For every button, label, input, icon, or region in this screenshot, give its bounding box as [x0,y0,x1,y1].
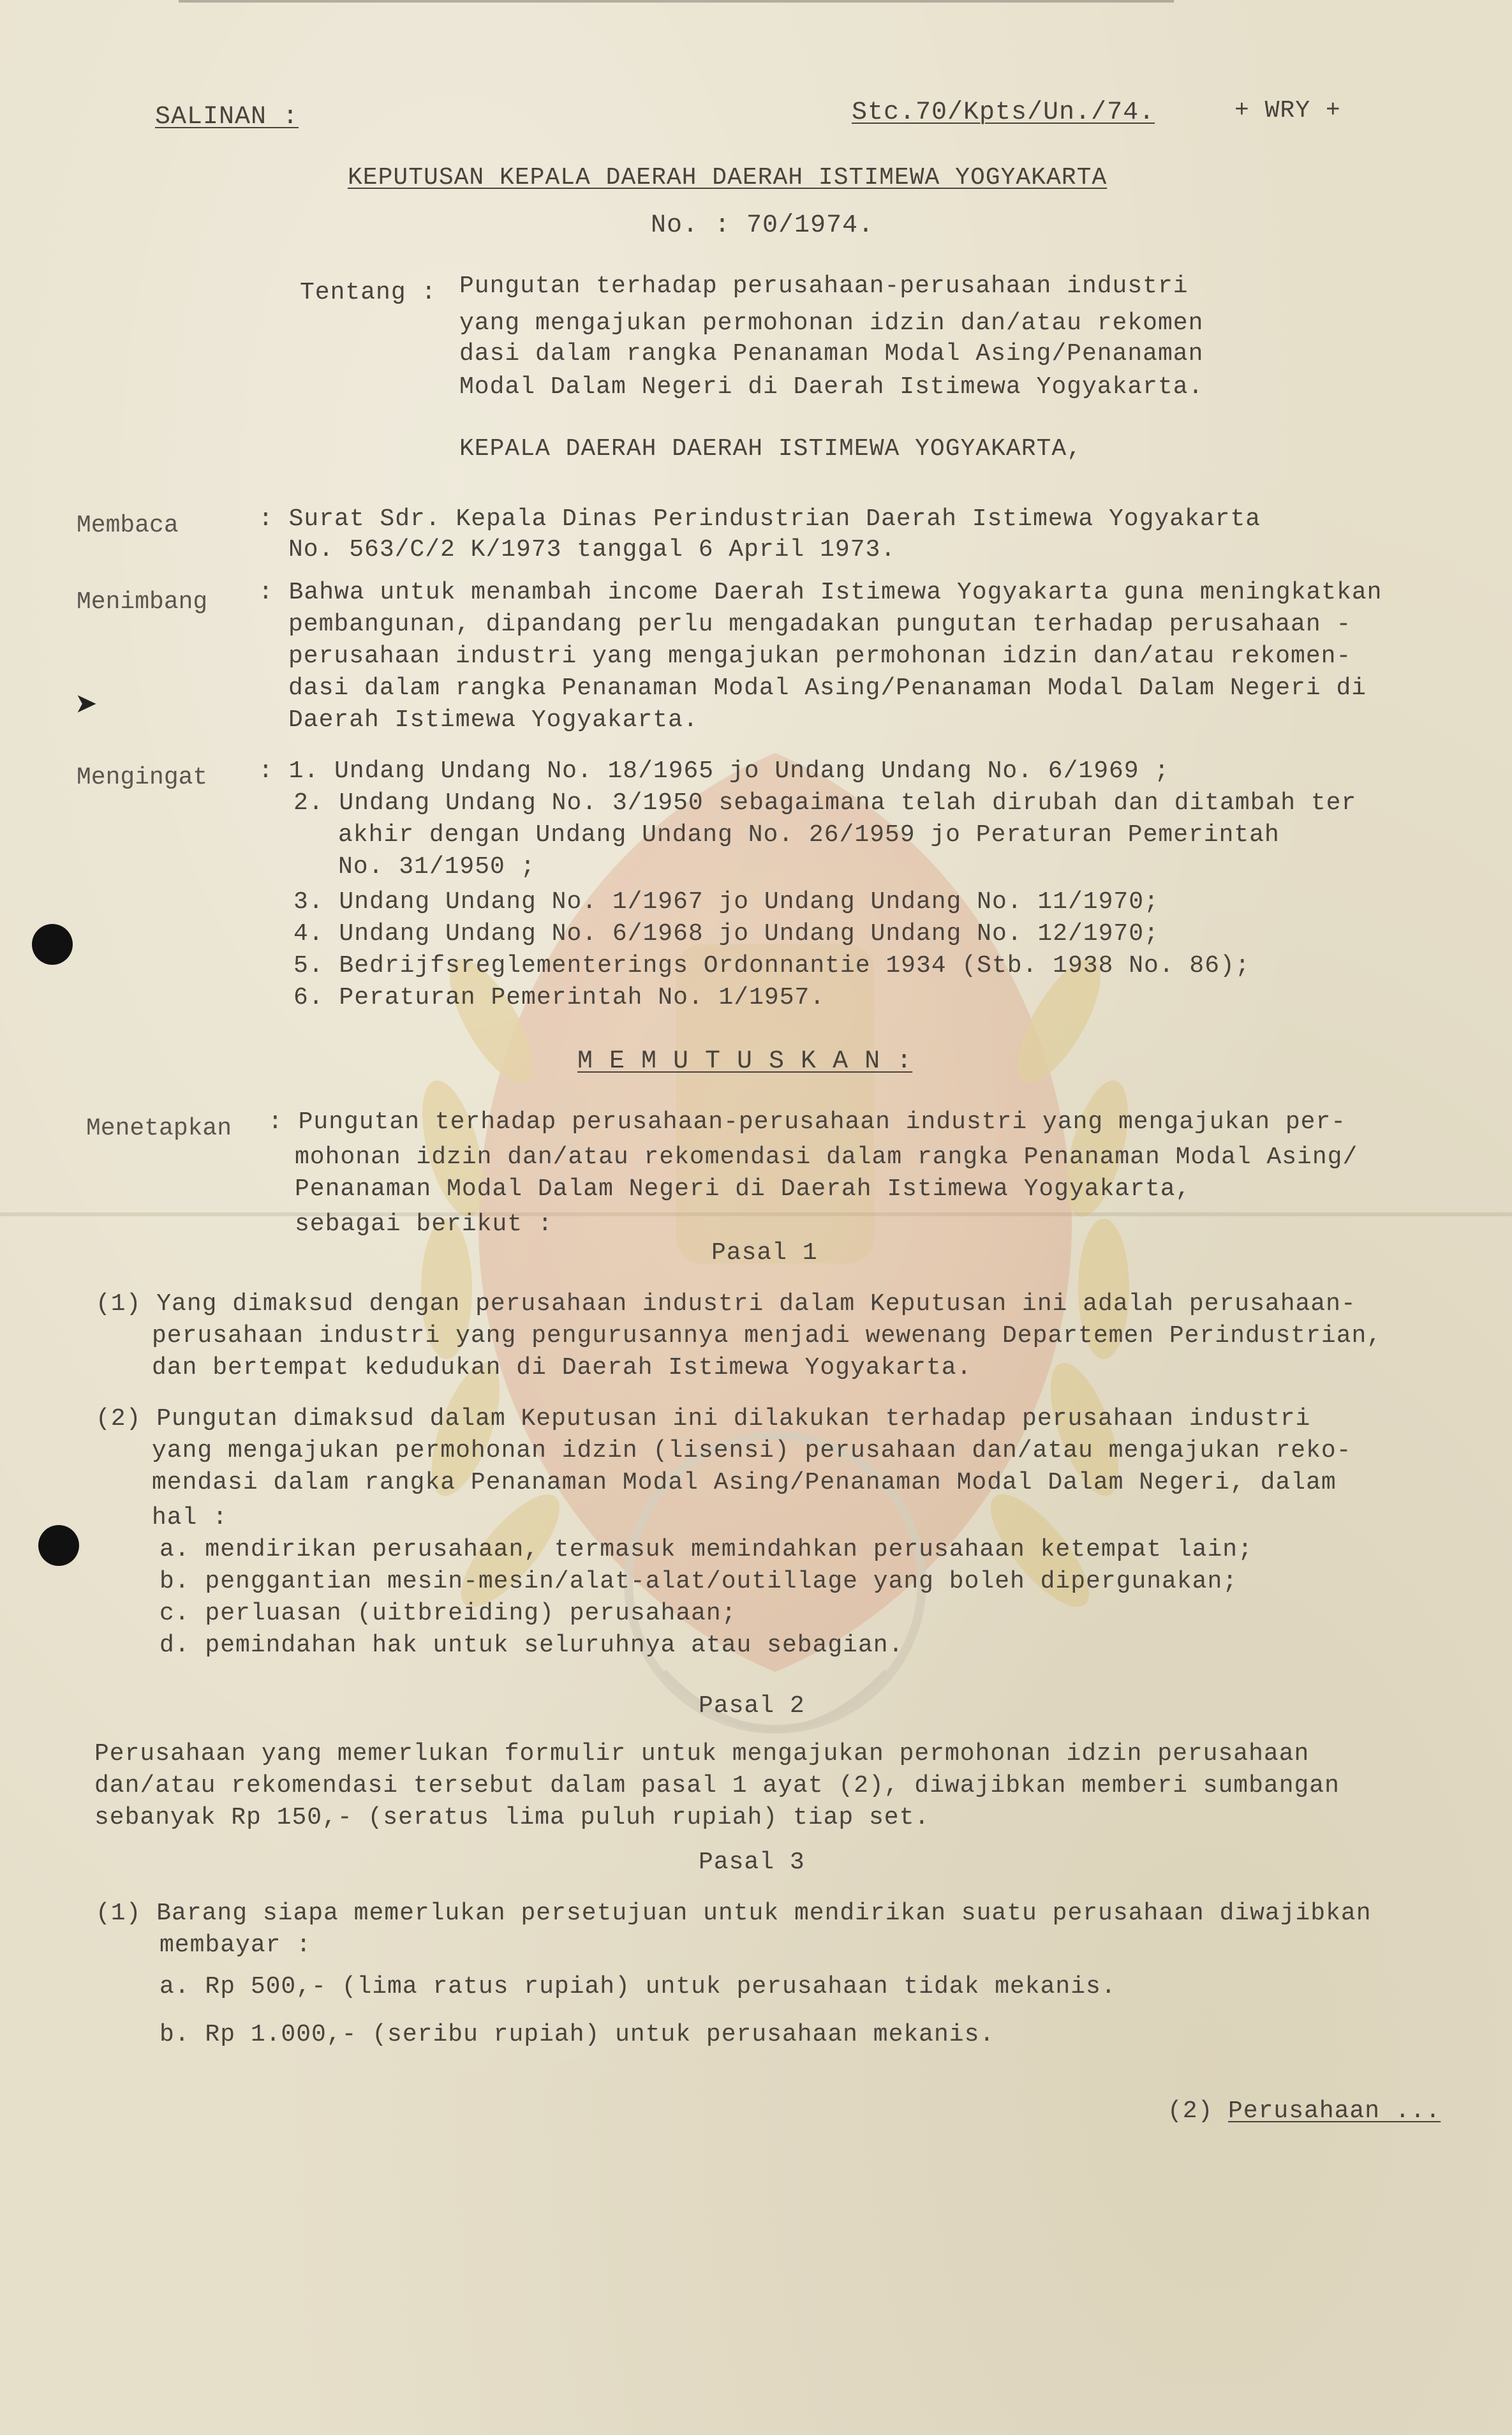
pasal-3-heading: Pasal 3 [699,1849,805,1876]
menimbang-line-1: : Bahwa untuk menambah income Daerah Istimewa Yogyakarta guna meningkatkan [258,579,1382,606]
mengingat-item-4: 4. Undang Undang No. 6/1968 jo Undang Undang No. 12/1970; [293,920,1159,948]
mengingat-item-2-cont: akhir dengan Undang Undang No. 26/1959 jo Peraturan Pemerintah [338,821,1280,849]
mengingat-item-5: 5. Bedrijfsreglementerings Ordonnantie 1934 (Stb. 1938 No. 86); [293,952,1250,979]
pasal-1-item-c: c. perluasan (uitbreiding) perusahaan; [159,1600,737,1627]
pasal-1-ayat-2-line-1: (2) Pungutan dimaksud dalam Keputusan ini dilakukan terhadap perusahaan industri [96,1405,1311,1433]
mengingat-item-1: : 1. Undang Undang No. 18/1965 jo Undang Undang No. 6/1969 ; [258,757,1170,785]
membaca-line-2: No. 563/C/2 K/1973 tanggal 6 April 1973. [288,536,896,563]
pasal-1-item-d: d. pemindahan hak untuk seluruhnya atau sebagian. [159,1632,904,1659]
pasal-1-ayat-1-line-1: (1) Yang dimaksud dengan perusahaan industri dalam Keputusan ini adalah perusahaan- [96,1290,1356,1318]
pasal-3-item-b: b. Rp 1.000,- (seribu rupiah) untuk perusahaan mekanis. [159,2021,995,2048]
menimbang-line-4: dasi dalam rangka Penanaman Modal Asing/Penanaman Modal Dalam Negeri di [288,674,1367,702]
pasal-1-ayat-2-line-4: hal : [152,1504,228,1531]
pasal-1-heading: Pasal 1 [711,1239,818,1267]
salinan-label: SALINAN : [155,103,299,131]
tentang-line-1: Pungutan terhadap perusahaan-perusahaan industri [459,272,1189,300]
memutuskan-heading: M E M U T U S K A N : [577,1047,913,1076]
menetapkan-line-4: sebagai berikut : [295,1210,553,1238]
document-title: KEPUTUSAN KEPALA DAERAH DAERAH ISTIMEWA YOGYAKARTA [348,164,1108,191]
membaca-line-1: : Surat Sdr. Kepala Dinas Perindustrian Daerah Istimewa Yogyakarta [258,505,1261,533]
menimbang-line-3: perusahaan industri yang mengajukan permohonan idzin dan/atau rekomen- [288,643,1352,670]
mengingat-item-2-cont2: No. 31/1950 ; [338,853,536,881]
menetapkan-label: Menetapkan [86,1115,232,1142]
tentang-line-3: dasi dalam rangka Penanaman Modal Asing/Penanaman [459,340,1204,368]
pasal-1-ayat-1-line-3: dan bertempat kedudukan di Daerah Istimewa Yogyakarta. [152,1354,972,1381]
pasal-1-ayat-2-line-3: mendasi dalam rangka Penanaman Modal Asing/Penanaman Modal Dalam Negeri, dalam [152,1469,1337,1496]
pasal-3-ayat-1-line-2: membayar : [159,1932,312,1959]
pasal-1-item-b: b. penggantian mesin-mesin/alat-alat/outillage yang boleh dipergunakan; [159,1568,1238,1595]
tentang-line-4: Modal Dalam Negeri di Daerah Istimewa Yogyakarta. [459,373,1204,401]
punch-hole-icon [38,1525,79,1566]
pasal-3-ayat-1-line-1: (1) Barang siapa memerlukan persetujuan untuk mendirikan suatu perusahaan diwajibkan [96,1900,1372,1927]
pasal-2-heading: Pasal 2 [699,1692,805,1720]
ink-smudge-icon: ➤ [75,687,99,730]
mengingat-item-2: 2. Undang Undang No. 3/1950 sebagaimana telah dirubah dan ditambah ter [293,789,1357,817]
menimbang-line-2: pembangunan, dipandang perlu mengadakan pungutan terhadap perusahaan - [288,611,1352,638]
authority-heading: KEPALA DAERAH DAERAH ISTIMEWA YOGYAKARTA, [459,435,1082,463]
pasal-2-line-3: sebanyak Rp 150,- (seratus lima puluh rupiah) tiap set. [94,1804,930,1831]
menimbang-label: Menimbang [77,588,208,616]
menetapkan-line-2: mohonan idzin dan/atau rekomendasi dalam rangka Penanaman Modal Asing/ [295,1143,1358,1171]
pasal-1-item-a: a. mendirikan perusahaan, termasuk memindahkan perusahaan ketempat lain; [159,1536,1253,1563]
pasal-3-item-a: a. Rp 500,- (lima ratus rupiah) untuk perusahaan tidak mekanis. [159,1973,1116,2000]
menetapkan-line-1: : Pungutan terhadap perusahaan-perusahaan industri yang mengajukan per- [268,1108,1347,1136]
mengingat-item-6: 6. Peraturan Pemerintah No. 1/1957. [293,984,826,1011]
punch-hole-icon [32,924,73,965]
decision-number: No. : 70/1974. [651,211,875,240]
mengingat-label: Mengingat [77,764,208,791]
membaca-label: Membaca [77,512,179,539]
tentang-label: Tentang : [300,279,437,306]
pasal-1-ayat-1-line-2: perusahaan industri yang pengurusannya menjadi wewenang Departemen Perindustrian, [152,1322,1382,1350]
footer-continuation: Perusahaan ... [1228,2097,1441,2125]
reference-number: Stc.70/Kpts/Un./74. [852,98,1155,127]
menimbang-line-5: Daerah Istimewa Yogyakarta. [288,706,699,734]
footer-number: (2) [1167,2097,1213,2125]
pasal-2-line-1: Perusahaan yang memerlukan formulir untuk mengajukan permohonan idzin perusahaan [94,1740,1310,1768]
pasal-2-line-2: dan/atau rekomendasi tersebut dalam pasal 1 ayat (2), diwajibkan memberi sumbangan [94,1772,1340,1799]
menetapkan-line-3: Penanaman Modal Dalam Negeri di Daerah Istimewa Yogyakarta, [295,1175,1191,1203]
pasal-1-ayat-2-line-2: yang mengajukan permohonan idzin (lisensi) perusahaan dan/atau mengajukan reko- [152,1437,1352,1464]
header-mark: + WRY + [1234,97,1341,124]
top-edge-line [179,0,1174,3]
mengingat-item-3: 3. Undang Undang No. 1/1967 jo Undang Undang No. 11/1970; [293,888,1159,916]
tentang-line-2: yang mengajukan permohonan idzin dan/atau rekomen [459,309,1204,337]
